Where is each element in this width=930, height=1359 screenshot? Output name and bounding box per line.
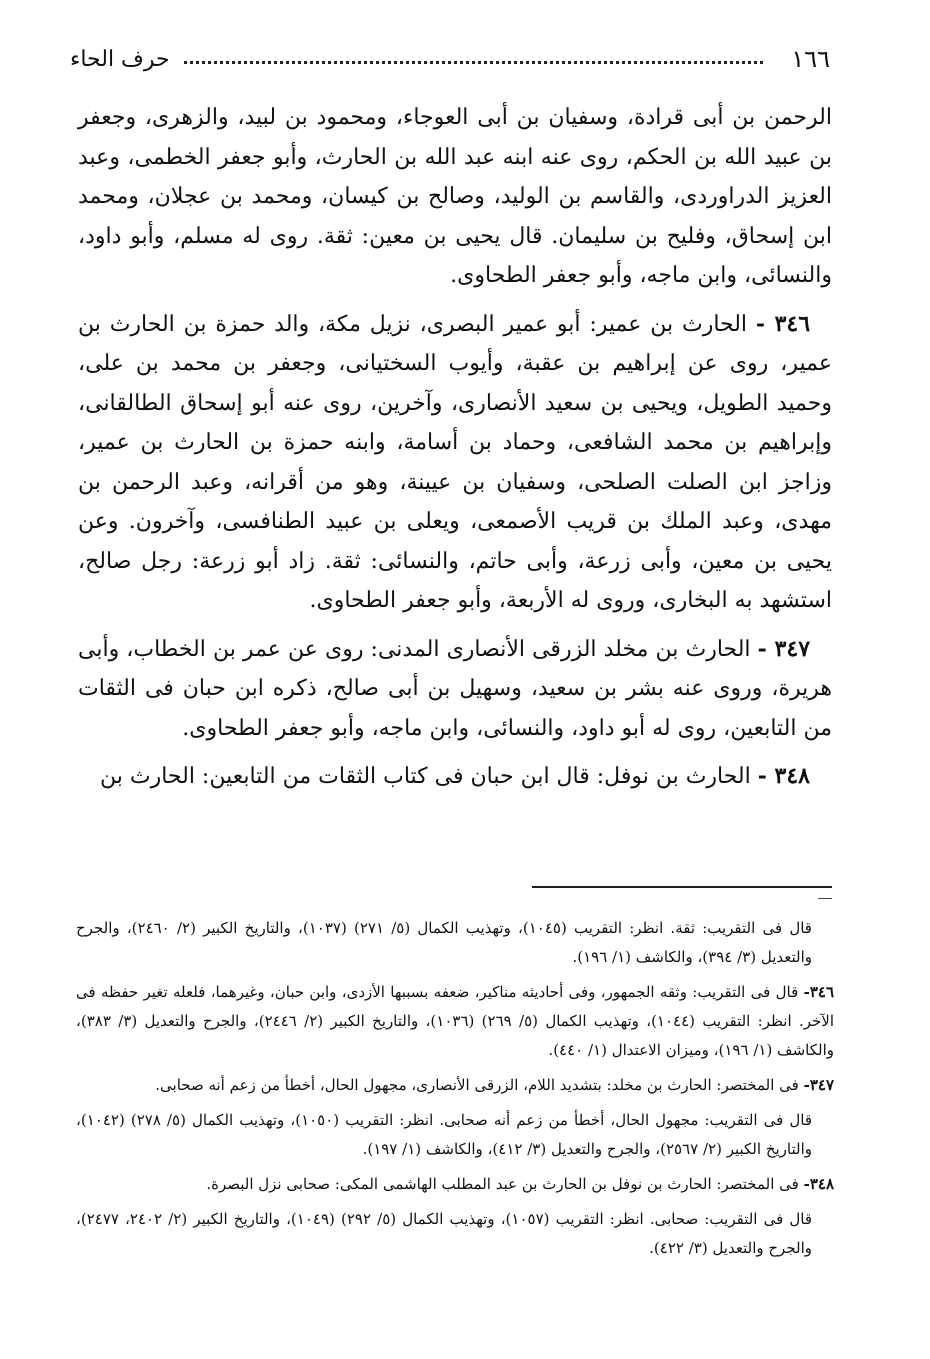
entry-text: الحارث بن نوفل: قال ابن حبان فى كتاب الثقات من التابعين: الحارث بن <box>100 764 751 789</box>
footnote-348 <box>76 1170 834 1199</box>
continuation-paragraph: الرحمن بن أبى قرادة، وسفيان بن أبى العوجاء، ومحمود بن لبيد، والزهرى، وجعفر بن عبيد الله بن الحكم، روى عنه ابنه عبد الله بن الحارث، وأبو جعفر الخطمى، وعبد العزيز الدراوردى، والقاسم بن الوليد، وصالح بن كيسان، ومحمد بن عجلان، ومحمد ابن إسحاق، وفليح بن سليمان. قال يحيى بن معين: ثقة. روى له مسلم، وأبو داود، والنسائى، وابن ماجه، وأبو جعفر الطحاوى. <box>78 105 832 288</box>
footnote-347-continued <box>76 1106 834 1164</box>
footnote-text: قال فى التقريب: مجهول الحال، أخطأ من زعم أنه صحابى. انظر: التقريب (١٠٥٠)، وتهذيب الكمال (٥/ ٢٧٨) (١٠٤٢)، والتاريخ الكبير (٢/ ٢٥٦٧)، والجرح والتعديل (٣/ ٤١٢)، والكاشف (١/ ١٩٧). <box>76 1111 813 1158</box>
footnotes <box>76 914 834 1269</box>
footnote-text: فى المختصر: الحارث بن نوفل بن الحارث بن عبد المطلب الهاشمى المكى: صحابى نزل البصرة. <box>206 1175 799 1193</box>
footnote-text: فى المختصر: الحارث بن مخلد: بتشديد اللام، الزرقى الأنصارى، مجهول الحال، أخطأ من زعم أنه صحابى. <box>155 1076 799 1094</box>
entry-text: الحارث بن مخلد الزرقى الأنصارى المدنى: روى عن عمر بن الخطاب، وأبى هريرة، وروى عنه بشر بن سعيد، وسهيل بن أبى صالح، ذكره ابن حبان فى الثقات من التابعين، روى له أبو داود، والنسائى، وابن ماجه، وأبو جعفر الطحاوى. <box>78 636 832 741</box>
footnote-text: قال فى التقريب: ثقة. انظر: التقريب (١٠٤٥)، وتهذيب الكمال (٥/ ٢٧١) (١٠٣٧)، والتاريخ الكبير (٢/ ٢٤٦٠)، والجرح والتعديل (٣/ ٣٩٤)، والكاشف (١/ ١٩٦). <box>76 919 812 966</box>
entry-number: ٣٤٦ - <box>755 310 811 337</box>
footnote-345 <box>76 914 834 972</box>
entry-348 <box>78 757 832 797</box>
footnote-separator-mark <box>818 898 832 899</box>
footnote-number: ٣٤٨- <box>803 1175 834 1193</box>
entry-346 <box>78 305 832 621</box>
footnote-separator <box>532 886 832 888</box>
footnote-346 <box>76 978 834 1065</box>
footnote-text: قال فى التقريب: وثقه الجمهور، وفى أحاديثه مناكير، ضعفه بسببها الأزدى، وابن حبان، وغيرهما، فلعله تغير حفظه فى الآخر. انظر: التقريب (١٠٤٤)، وتهذيب الكمال (٥/ ٢٦٩) (١٠٣٦)، والتاريخ الكبير (٢/ ٢٤٤٦)، والجرح والتعديل (٣/ ٣٨٣)، والكاشف (١/ ١٩٦)، وميزان الاعتدال (١/ ٤٤٠). <box>76 983 834 1059</box>
entry-text: الحارث بن عمير: أبو عمير البصرى، نزيل مكة، والد حمزة بن الحارث بن عمير، روى عن إبراهيم بن عقبة، وأيوب السختيانى، وجعفر بن محمد بن على، وحميد الطويل، ويحيى بن سعيد الأنصارى، وآخرين، روى عنه أبو إسحاق الطالقانى، وإبراهيم بن محمد الشافعى، وحماد بن أسامة، وابنه حمزة بن الحارث بن عمير، وزاجز ابن الصلت الصلحى، وسفيان بن عيينة، وهو من أقرانه، وعبد الرحمن بن مهدى، وعبد الملك بن قريب الأصمعى، ويعلى بن عبيد الطنافسى، وآخرون. وعن يحيى بن معين، وأبى زرعة، وأبى حاتم، والنسائى: ثقة. زاد أبو زرعة: رجل صالح، استشهد به البخارى، وروى له الأربعة، وأبو جعفر الطحاوى. <box>78 311 832 613</box>
footnote-number: ٣٤٦- <box>803 983 834 1001</box>
footnote-text: قال فى التقريب: صحابى. انظر: التقريب (١٠٥٧)، وتهذيب الكمال (٥/ ٢٩٢) (١٠٤٩)، والتاريخ الكبير (٢/ ٢٤٠٢، ٢٤٧٧)، والجرح والتعديل (٣/ ٤٢٢). <box>76 1210 812 1257</box>
main-text <box>78 98 832 806</box>
entry-number: ٣٤٨ - <box>757 763 810 789</box>
footnote-348-continued <box>76 1205 834 1263</box>
chapter-title: حرف الحاء <box>70 46 170 72</box>
footnote-347 <box>76 1071 834 1100</box>
running-header <box>70 42 830 76</box>
page-number: ١٦٦ <box>791 45 830 73</box>
entry-number: ٣٤٧ - <box>757 635 811 662</box>
footnote-number: ٣٤٧- <box>803 1076 834 1094</box>
header-leader-dots <box>184 61 764 64</box>
entry-347 <box>78 630 832 749</box>
